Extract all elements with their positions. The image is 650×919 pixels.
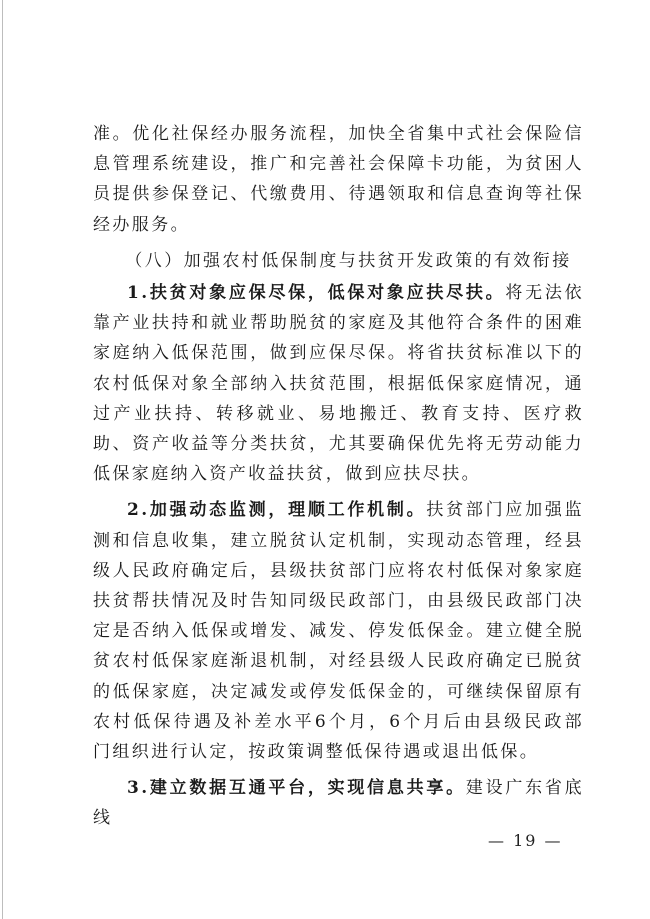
item-3-text: 建设广东省底线: [93, 778, 584, 829]
item-1-text: 将无法依靠产业扶持和就业帮助脱贫的家庭及其他符合条件的困难家庭纳入低保范围，做到应保尽保。将省扶贫标准以下的农村低保对象全部纳入扶贫范围，根据低保家庭情况，通过产业扶持、转移就业、易地搬迁、教育支持、医疗救助、资产收益等分类扶贫，尤其要确保优先将无劳动能力低保家庭纳入资产收益扶贫，做到应扶尽扶。: [93, 283, 585, 485]
item-2-paragraph: [93, 495, 584, 767]
item-3-title: 3.建立数据互通平台，实现信息共享。: [127, 778, 466, 799]
section-8-heading: （八）加强农村低保制度与扶贫开发政策的有效衔接: [125, 250, 572, 271]
document-body: [93, 119, 584, 834]
page-edge-line: [2, 0, 3, 919]
page-number: — 19 —: [488, 831, 563, 850]
item-3-paragraph: [93, 773, 584, 833]
item-2-title: 2.加强动态监测，理顺工作机制。: [127, 500, 427, 521]
item-1-paragraph: [93, 278, 584, 489]
item-1-title: 1.扶贫对象应保尽保，低保对象应扶尽扶。: [127, 283, 506, 304]
paragraph-social-security-services: 准。优化社保经办服务流程，加快全省集中式社会保险信息管理系统建设，推广和完善社会保障卡功能，为贫困人员提供参保登记、代缴费用、待遇领取和信息查询等社保经办服务。: [93, 124, 584, 235]
item-2-text: 扶贫部门应加强监测和信息收集，建立脱贫认定机制，实现动态管理，经县级人民政府确定后，县级扶贫部门应将农村低保对象家庭扶贫帮扶情况及时告知同级民政部门，由县级民政部门决定是否纳入低保或增发、减发、停发低保金。建立健全脱贫农村低保家庭渐退机制，对经县级人民政府确定已脱贫的低保家庭，决定减发或停发低保金的，可继续保留原有农村低保待遇及补差水平6个月，6个月后由县级民政部门组织进行认定，按政策调整低保待遇或退出低保。: [93, 500, 584, 763]
